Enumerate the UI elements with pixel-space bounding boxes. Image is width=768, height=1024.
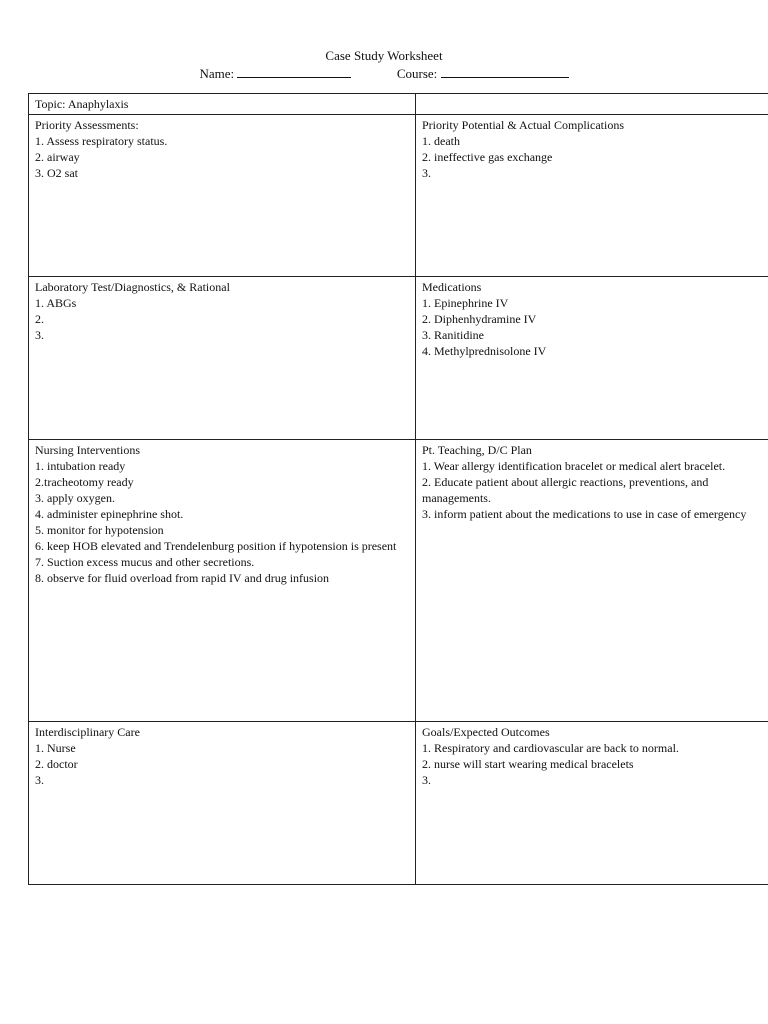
list-item: 1. death (422, 134, 460, 148)
list-item: 3. apply oxygen. (35, 491, 115, 505)
teaching-cell (416, 440, 768, 722)
interdisciplinary-heading: Interdisciplinary Care (35, 725, 140, 739)
list-item: 2. Educate patient about allergic reactions, preventions, and managements. (422, 475, 709, 505)
complications-heading: Priority Potential & Actual Complications (422, 118, 624, 132)
list-item: 7. Suction excess mucus and other secretions. (35, 555, 255, 569)
name-label: Name: (199, 66, 235, 81)
complications-cell (416, 115, 768, 277)
topic-cell: Topic: Anaphylaxis (29, 94, 416, 115)
list-item: 1. intubation ready (35, 459, 126, 473)
course-label: Course: (396, 66, 438, 81)
nursing-interventions-cell (29, 440, 416, 722)
list-item: 6. keep HOB elevated and Trendelenburg position if hypotension is present (35, 539, 397, 553)
name-blank (237, 65, 351, 78)
medications-heading: Medications (422, 280, 482, 294)
list-item: 1. ABGs (35, 296, 77, 310)
list-item: 1. Respiratory and cardiovascular are back to normal. (422, 741, 679, 755)
list-item: 2. Diphenhydramine IV (422, 312, 537, 326)
list-item: 1. Nurse (35, 741, 76, 755)
worksheet-title: Case Study Worksheet (325, 48, 443, 63)
laboratory-cell (29, 277, 416, 440)
laboratory-heading: Laboratory Test/Diagnostics, & Rational (35, 280, 230, 294)
goals-cell (416, 722, 768, 885)
assessment-row (29, 115, 768, 277)
topic-row (29, 94, 768, 115)
list-item: 5. monitor for hypotension (35, 523, 164, 537)
medications-cell (416, 277, 768, 440)
list-item: 2. airway (35, 150, 80, 164)
list-item: 1. Wear allergy identification bracelet or medical alert bracelet. (422, 459, 726, 473)
list-item: 4. Methylprednisolone IV (422, 344, 547, 358)
teaching-heading: Pt. Teaching, D/C Plan (422, 443, 532, 457)
list-item: 2. ineffective gas exchange (422, 150, 553, 164)
topic-empty-cell (416, 94, 768, 115)
list-item: 3. (35, 328, 44, 342)
list-item: 8. observe for fluid overload from rapid IV and drug infusion (35, 571, 330, 585)
list-item: 3. inform patient about the medications to use in case of emergency (422, 507, 747, 521)
list-item: 4. administer epinephrine shot. (35, 507, 184, 521)
goals-heading: Goals/Expected Outcomes (422, 725, 550, 739)
list-item: 3. (422, 166, 431, 180)
priority-assessments-heading: Priority Assessments: (35, 118, 139, 132)
list-item: 2. nurse will start wearing medical bracelets (422, 757, 634, 771)
priority-assessments-cell (29, 115, 416, 277)
name-course-line (0, 65, 768, 83)
list-item: 3. O2 sat (35, 166, 78, 180)
interventions-teaching-row (29, 440, 768, 722)
worksheet-table (28, 93, 768, 885)
list-item: 2. (35, 312, 44, 326)
nursing-interventions-heading: Nursing Interventions (35, 443, 140, 457)
list-item: 1. Assess respiratory status. (35, 134, 168, 148)
care-goals-row (29, 722, 768, 885)
list-item: 3. Ranitidine (422, 328, 484, 342)
course-blank (441, 65, 569, 78)
list-item: 3. (422, 773, 431, 787)
list-item: 1. Epinephrine IV (422, 296, 509, 310)
list-item: 2. doctor (35, 757, 78, 771)
interdisciplinary-cell (29, 722, 416, 885)
lab-medication-row (29, 277, 768, 440)
list-item: 3. (35, 773, 44, 787)
list-item: 2.tracheotomy ready (35, 475, 134, 489)
